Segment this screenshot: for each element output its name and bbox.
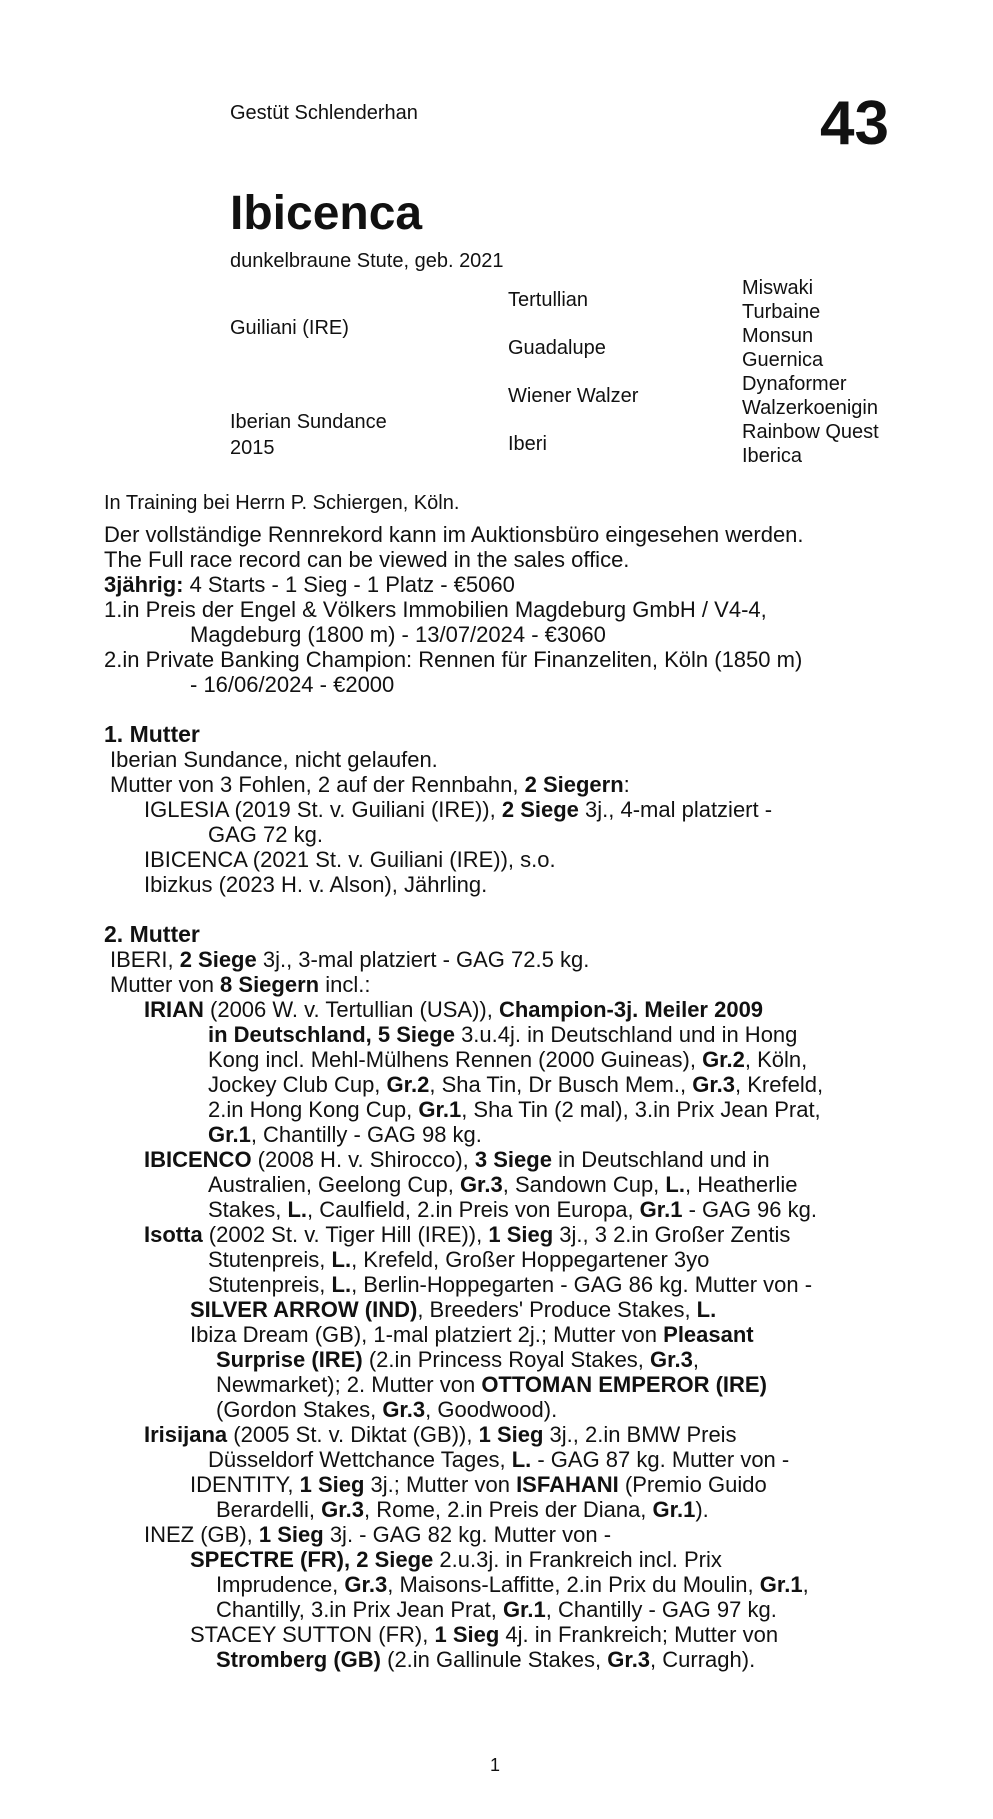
- consignor-name: Gestüt Schlenderhan: [230, 102, 418, 124]
- pedigree-sire: Guiliani (IRE): [230, 317, 349, 339]
- pedigree-dam-sire: Wiener Walzer: [508, 385, 639, 407]
- offspring-inez: INEZ (GB), 1 Sieg 3j. - GAG 82 kg. Mutter von -: [144, 1522, 612, 1547]
- lot-number: 43: [820, 89, 889, 158]
- age-summary-line: 3jährig: 4 Starts - 1 Sieg - 1 Platz - €5060: [104, 572, 515, 597]
- horse-name: Ibicenca: [230, 187, 423, 240]
- grand-offspring-stacey-sutton: STACEY SUTTON (FR), 1 Sieg 4j. in Frankreich; Mutter von: [190, 1622, 779, 1647]
- first-dam-line: Iberian Sundance, nicht gelaufen.: [110, 747, 438, 772]
- horse-description: dunkelbraune Stute, geb. 2021: [230, 250, 504, 272]
- pedigree-g3-7: Rainbow Quest: [742, 421, 879, 443]
- pedigree-dam: Iberian Sundance: [230, 411, 387, 433]
- grand-offspring-identity-line2: Berardelli, Gr.3, Rome, 2.in Preis der Diana, Gr.1).: [216, 1497, 709, 1522]
- grand-offspring-ibiza-dream-line4: (Gordon Stakes, Gr.3, Goodwood).: [216, 1397, 558, 1422]
- first-dam-section: [104, 722, 894, 897]
- grand-offspring-ibiza-dream-line3: Newmarket); 2. Mutter von OTTOMAN EMPEROR (IRE): [216, 1372, 767, 1397]
- grand-offspring-ibiza-dream: Ibiza Dream (GB), 1-mal platziert 2j.; Mutter von Pleasant: [190, 1322, 754, 1347]
- offspring-irian-line2: in Deutschland, 5 Siege 3.u.4j. in Deutschland und in Hong: [208, 1022, 798, 1047]
- second-dam-section: [104, 922, 894, 1672]
- race-record-note-de: Der vollständige Rennrekord kann im Auktionsbüro eingesehen werden.: [104, 522, 804, 547]
- race-record-section: [104, 522, 894, 697]
- offspring-iglesia: IGLESIA (2019 St. v. Guiliani (IRE)), 2 Siege 3j., 4-mal platziert -: [144, 797, 773, 822]
- pedigree-g3-8: Iberica: [742, 445, 803, 467]
- second-dam-heading: 2. Mutter: [104, 921, 200, 947]
- grand-offspring-identity: IDENTITY, 1 Sieg 3j.; Mutter von ISFAHANI (Premio Guido: [190, 1472, 767, 1497]
- pedigree-g3-2: Turbaine: [742, 301, 821, 323]
- offspring-irian-line6: Gr.1, Chantilly - GAG 98 kg.: [208, 1122, 482, 1147]
- training-note: In Training bei Herrn P. Schiergen, Köln.: [104, 492, 460, 514]
- pedigree-g3-6: Walzerkoenigin: [742, 397, 878, 419]
- age-label: 3jährig:: [104, 572, 184, 597]
- offspring-ibizkus: Ibizkus (2023 H. v. Alson), Jährling.: [144, 872, 488, 897]
- pedigree-g3-4: Guernica: [742, 349, 824, 371]
- pedigree-g3-5: Dynaformer: [742, 373, 847, 395]
- offspring-irian-line5: 2.in Hong Kong Cup, Gr.1, Sha Tin (2 mal), 3.in Prix Jean Prat,: [208, 1097, 821, 1122]
- pedigree-sire-sire: Tertullian: [508, 289, 589, 311]
- grand-offspring-spectre-line3: Chantilly, 3.in Prix Jean Prat, Gr.1, Chantilly - GAG 97 kg.: [216, 1597, 777, 1622]
- offspring-irian: IRIAN (2006 W. v. Tertullian (USA)), Champion-3j. Meiler 2009: [144, 997, 764, 1022]
- pedigree-g3-3: Monsun: [742, 325, 814, 347]
- offspring-ibicenco-line3: Stakes, L., Caulfield, 2.in Preis von Europa, Gr.1 - GAG 96 kg.: [208, 1197, 817, 1222]
- page-number: 1: [490, 1755, 501, 1775]
- offspring-irisijana: Irisijana (2005 St. v. Diktat (GB)), 1 Sieg 3j., 2.in BMW Preis: [144, 1422, 737, 1447]
- offspring-isotta-line3: Stutenpreis, L., Berlin-Hoppegarten - GAG 86 kg. Mutter von -: [208, 1272, 813, 1297]
- offspring-isotta: Isotta (2002 St. v. Tiger Hill (IRE)), 1 Sieg 3j., 3 2.in Großer Zentis: [144, 1222, 791, 1247]
- offspring-isotta-line2: Stutenpreis, L., Krefeld, Großer Hoppegartener 3yo: [208, 1247, 710, 1272]
- grand-offspring-ibiza-dream-line2: Surprise (IRE) (2.in Princess Royal Stakes, Gr.3,: [216, 1347, 699, 1372]
- first-dam-heading: 1. Mutter: [104, 721, 200, 747]
- offspring-iglesia-cont: GAG 72 kg.: [208, 822, 323, 847]
- offspring-ibicenca: IBICENCA (2021 St. v. Guiliani (IRE)), s.o.: [144, 847, 556, 872]
- offspring-ibicenco: IBICENCO (2008 H. v. Shirocco), 3 Siege in Deutschland und in: [144, 1147, 770, 1172]
- race-result-2-cont: - 16/06/2024 - €2000: [190, 672, 395, 697]
- grand-offspring-spectre: SPECTRE (FR), 2 Siege 2.u.3j. in Frankreich incl. Prix: [190, 1547, 722, 1572]
- race-result-1: 1.in Preis der Engel & Völkers Immobilien Magdeburg GmbH / V4-4,: [104, 597, 767, 622]
- grand-offspring-spectre-line2: Imprudence, Gr.3, Maisons-Laffitte, 2.in Prix du Moulin, Gr.1,: [216, 1572, 809, 1597]
- race-result-1-cont: Magdeburg (1800 m) - 13/07/2024 - €3060: [190, 622, 606, 647]
- second-dam-line: IBERI, 2 Siege 3j., 3-mal platziert - GAG 72.5 kg.: [110, 947, 590, 972]
- offspring-irisijana-line2: Düsseldorf Wettchance Tages, L. - GAG 87 kg. Mutter von -: [208, 1447, 790, 1472]
- second-dam-produce-summary: Mutter von 8 Siegern incl.:: [110, 972, 371, 997]
- first-dam-produce-summary: Mutter von 3 Fohlen, 2 auf der Rennbahn, 2 Siegern:: [110, 772, 630, 797]
- pedigree-g3-1: Miswaki: [742, 277, 814, 299]
- race-record-note-en: The Full race record can be viewed in the sales office.: [104, 547, 630, 572]
- grand-offspring-silver-arrow: SILVER ARROW (IND), Breeders' Produce Stakes, L.: [190, 1297, 717, 1322]
- pedigree-sire-dam: Guadalupe: [508, 337, 606, 359]
- pedigree-dam-year: 2015: [230, 437, 275, 459]
- offspring-irian-line4: Jockey Club Cup, Gr.2, Sha Tin, Dr Busch Mem., Gr.3, Krefeld,: [208, 1072, 824, 1097]
- race-result-2: 2.in Private Banking Champion: Rennen für Finanzeliten, Köln (1850 m): [104, 647, 803, 672]
- grand-offspring-stacey-sutton-line2: Stromberg (GB) (2.in Gallinule Stakes, Gr.3, Curragh).: [216, 1647, 756, 1672]
- offspring-irian-line3: Kong incl. Mehl-Mülhens Rennen (2000 Guineas), Gr.2, Köln,: [208, 1047, 808, 1072]
- pedigree-dam-dam: Iberi: [508, 433, 547, 455]
- offspring-ibicenco-line2: Australien, Geelong Cup, Gr.3, Sandown Cup, L., Heatherlie: [208, 1172, 798, 1197]
